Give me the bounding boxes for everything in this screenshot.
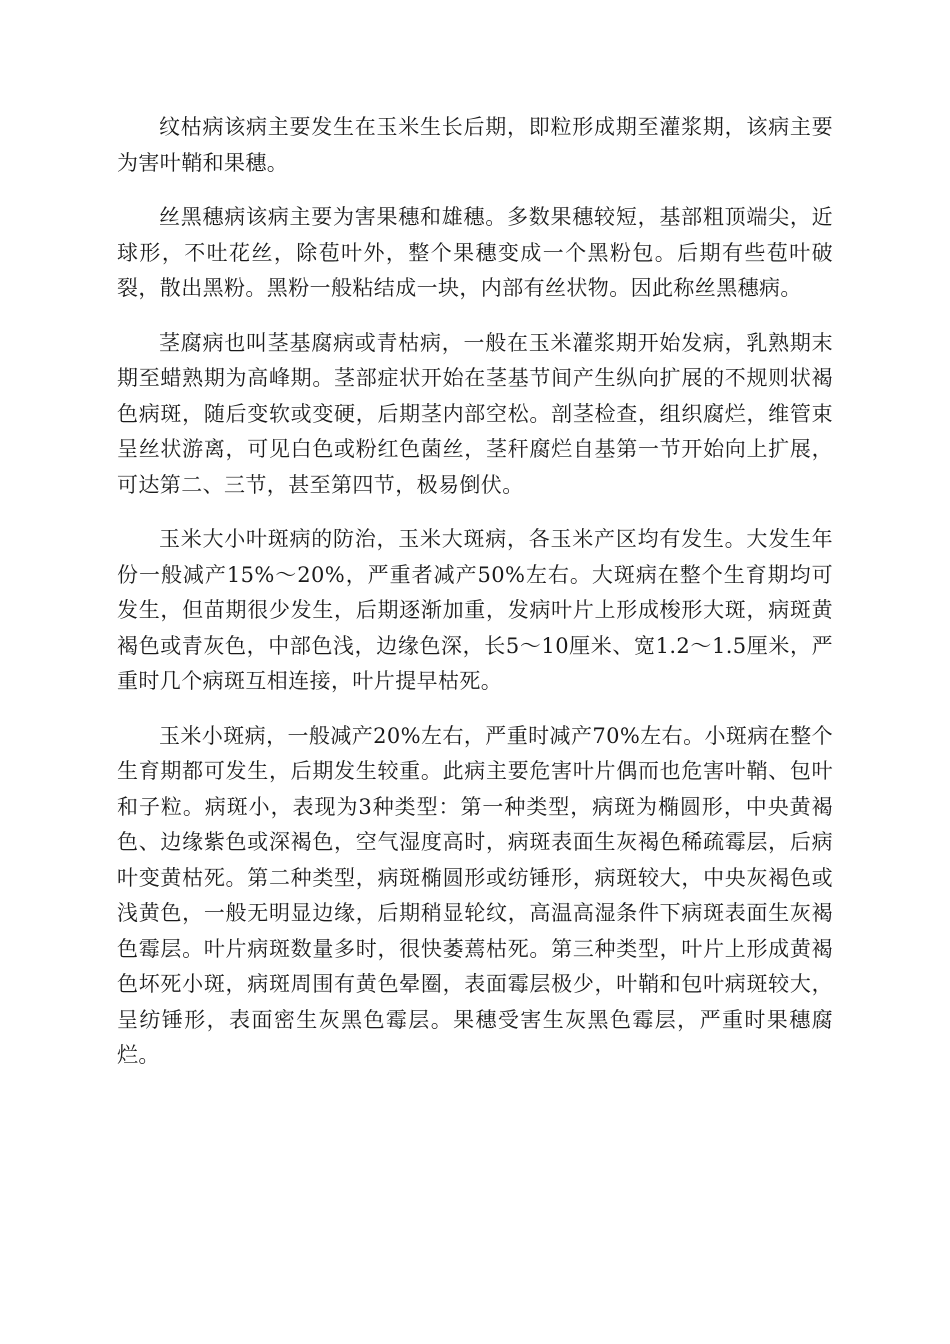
paragraph-southern-leaf-blight: 玉米小斑病，一般减产20%左右，严重时减产70%左右。小斑病在整个生育期都可发生，后期发生较重。此病主要危害叶片偶而也危害叶鞘、包叶和子粒。病斑小，表现为3种类型：第一种类型，病斑为椭圆形，中央黄褐色、边缘紫色或深褐色，空气湿度高时，病斑表面生灰褐色稀疏霉层，后病叶变黄枯死。第二种类型，病斑椭圆形或纺锤形，病斑较大，中央灰褐色或浅黄色，一般无明显边缘，后期稍显轮纹，高温高湿条件下病斑表面生灰褐色霉层。叶片病斑数量多时，很快萎蔫枯死。第三种类型，叶片上形成黄褐色坏死小斑，病斑周围有黄色晕圈，表面霉层极少，叶鞘和包叶病斑较大，呈纺锤形，表面密生灰黑色霉层。果穗受害生灰黑色霉层，严重时果穗腐烂。: [117, 723, 833, 1067]
document-page: [117, 110, 833, 1093]
paragraph-head-smut: 丝黑穗病该病主要为害果穗和雄穗。多数果穗较短，基部粗顶端尖，近球形，不吐花丝，除苞叶外，整个果穗变成一个黑粉包。后期有些苞叶破裂，散出黑粉。黑粉一般粘结成一块，内部有丝状物。因此称丝黑穗病。: [117, 205, 833, 300]
paragraph-northern-leaf-blight: 玉米大小叶斑病的防治，玉米大斑病，各玉米产区均有发生。大发生年份一般减产15%～20%，严重者减产50%左右。大斑病在整个生育期均可发生，但苗期很少发生，后期逐渐加重，发病叶片上形成梭形大斑，病斑黄褐色或青灰色，中部色浅，边缘色深，长5～10厘米、宽1.2～1.5厘米，严重时几个病斑互相连接，叶片提早枯死。: [117, 527, 833, 693]
paragraph-sheath-blight: 纹枯病该病主要发生在玉米生长后期，即粒形成期至灌浆期，该病主要为害叶鞘和果穗。: [117, 115, 833, 175]
paragraph-stalk-rot: 茎腐病也叫茎基腐病或青枯病，一般在玉米灌浆期开始发病，乳熟期末期至蜡熟期为高峰期。茎部症状开始在茎基节间产生纵向扩展的不规则状褐色病斑，随后变软或变硬，后期茎内部空松。剖茎检查，组织腐烂，维管束呈丝状游离，可见白色或粉红色菌丝，茎秆腐烂自基第一节开始向上扩展，可达第二、三节，甚至第四节，极易倒伏。: [117, 330, 833, 497]
